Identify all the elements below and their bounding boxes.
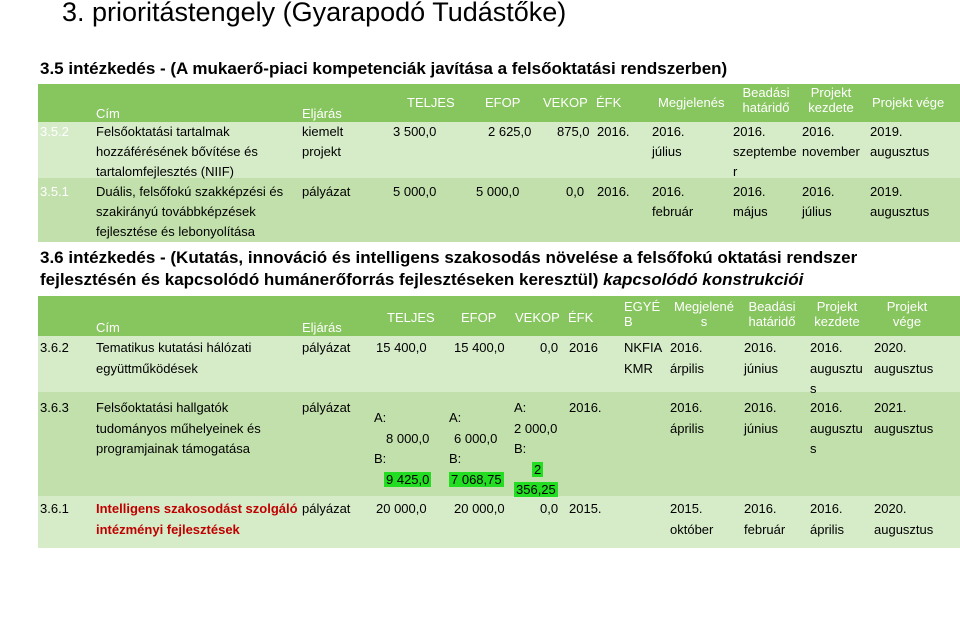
section-36-heading: 3.6 intézkedés - (Kutatás, innováció és intelligens szakosodás növelése a felsőfokú oktatási rendszer fejlesztésén és kapcsolódó humánerőforrás fejlesztéseken keresztül) kapcsolódó konstrukciói [40, 248, 858, 289]
row-title: Felsőoktatási hallgatók tudományos műhelyeinek és programjainak támogatása [96, 400, 261, 456]
col-header-efk: ÉFK [596, 95, 622, 110]
row-kezdete: 2016. augusztu s [810, 400, 863, 456]
row-title: Duális, felsőfokú szakképzési és szakirányú továbbképzések fejlesztése és lebonyolítása [96, 184, 284, 239]
row-vege: 2021. augusztus [874, 400, 934, 436]
row-kezdete: 2016. augusztu s [810, 340, 863, 396]
row-id: 3.6.2 [40, 340, 69, 355]
col-header-vege: Projekt vége [872, 95, 945, 110]
row-vekop: 0,0 [540, 501, 559, 516]
row-efk: 2016. [569, 400, 602, 415]
row-vekop: 875,0 [557, 124, 590, 139]
col-header-efop: EFOP [485, 95, 521, 110]
row-efop: A: 6 000,0 B: 7 068,75 [449, 410, 502, 487]
col-header-eljaras: Eljárás [302, 106, 342, 121]
row-title: Tematikus kutatási hálózati együttműködések [96, 340, 252, 376]
row-teljes: A: 8 000,0 B: 9 425,0 [374, 410, 430, 487]
row-kezdete: 2016. november [802, 124, 860, 159]
col-header-teljes: TELJES [407, 95, 455, 110]
row-teljes: 5 000,0 [393, 184, 437, 199]
row-egyeb: NKFIA KMR [624, 340, 663, 376]
row-megjelenes: 2015. október [670, 501, 714, 537]
row-vege: 2019. augusztus [870, 184, 930, 219]
row-id: 3.5.2 [40, 124, 69, 139]
row-megjelenes: 2016. február [652, 184, 694, 219]
row-id: 3.6.3 [40, 400, 69, 415]
row-megjelenes: 2016. árpilis [670, 340, 704, 376]
row-efk: 2015. [569, 501, 602, 516]
row-eljaras: kiemelt projekt [302, 124, 344, 159]
row-efop: 5 000,0 [476, 184, 520, 199]
col-header-eljaras: Eljárás [302, 320, 342, 335]
row-id: 3.5.1 [40, 184, 69, 199]
col-header-vekop: VEKOP [515, 310, 560, 325]
col-header-vekop: VEKOP [543, 95, 588, 110]
col-header-kezdete: Projekt kezdete [808, 85, 854, 115]
col-header-egyeb: EGYÉ B [624, 299, 661, 329]
row-efk: 2016. [597, 184, 630, 199]
col-header-efop: EFOP [461, 310, 497, 325]
row-kezdete: 2016. április [810, 501, 844, 537]
col-header-beadasi: Beadási határidő [742, 85, 790, 115]
row-title: Felsőoktatási tartalmak hozzáférésének bővítése és tartalomfejlesztés (NIIF) [96, 124, 258, 179]
col-header-megjelenes: Megjelenés [658, 95, 725, 110]
col-header-efk: ÉFK [568, 310, 594, 325]
row-eljaras: pályázat [302, 501, 351, 516]
row-id: 3.6.1 [40, 501, 69, 516]
col-header-cim: Cím [96, 320, 120, 335]
row-efk: 2016. [597, 124, 630, 139]
row-efop: 2 625,0 [488, 124, 532, 139]
row-eljaras: pályázat [302, 184, 351, 199]
row-vekop: A: 2 000,0 B: 2 356,25 [514, 400, 558, 497]
row-teljes: 15 400,0 [376, 340, 427, 355]
row-megjelenes: 2016. április [670, 400, 704, 436]
row-kezdete: 2016. július [802, 184, 835, 219]
row-efop: 15 400,0 [454, 340, 505, 355]
row-vege: 2020. augusztus [874, 501, 934, 537]
row-beadasi: 2016. szeptembe r [733, 124, 797, 179]
row-vege: 2020. augusztus [874, 340, 934, 376]
page-title: 3. prioritástengely (Gyarapodó Tudástőke) [62, 0, 567, 27]
row-eljaras: pályázat [302, 400, 351, 415]
row-beadasi: 2016. május [733, 184, 768, 219]
col-header-megjelenes: Megjelené s [674, 299, 734, 329]
col-header-beadasi: Beadási határidő [748, 299, 796, 329]
row-vekop: 0,0 [540, 340, 559, 355]
col-header-cim: Cím [96, 106, 120, 121]
row-beadasi: 2016. február [744, 501, 786, 537]
col-header-kezdete: Projekt kezdete [814, 299, 860, 329]
row-vekop: 0,0 [566, 184, 585, 199]
row-vege: 2019. augusztus [870, 124, 930, 159]
row-beadasi: 2016. június [744, 340, 778, 376]
section-35-heading: 3.5 intézkedés - (A mukaerő-piaci kompetenciák javítása a felsőoktatási rendszerben) [40, 59, 728, 78]
row-teljes: 20 000,0 [376, 501, 427, 516]
row-efop: 20 000,0 [454, 501, 505, 516]
row-efk: 2016 [569, 340, 598, 355]
col-header-vege: Projekt vége [886, 299, 928, 329]
row-beadasi: 2016. június [744, 400, 778, 436]
row-title: Intelligens szakosodást szolgáló intézményi fejlesztések [96, 501, 298, 537]
col-header-teljes: TELJES [387, 310, 435, 325]
row-eljaras: pályázat [302, 340, 351, 355]
row-megjelenes: 2016. július [652, 124, 685, 159]
row-teljes: 3 500,0 [393, 124, 437, 139]
